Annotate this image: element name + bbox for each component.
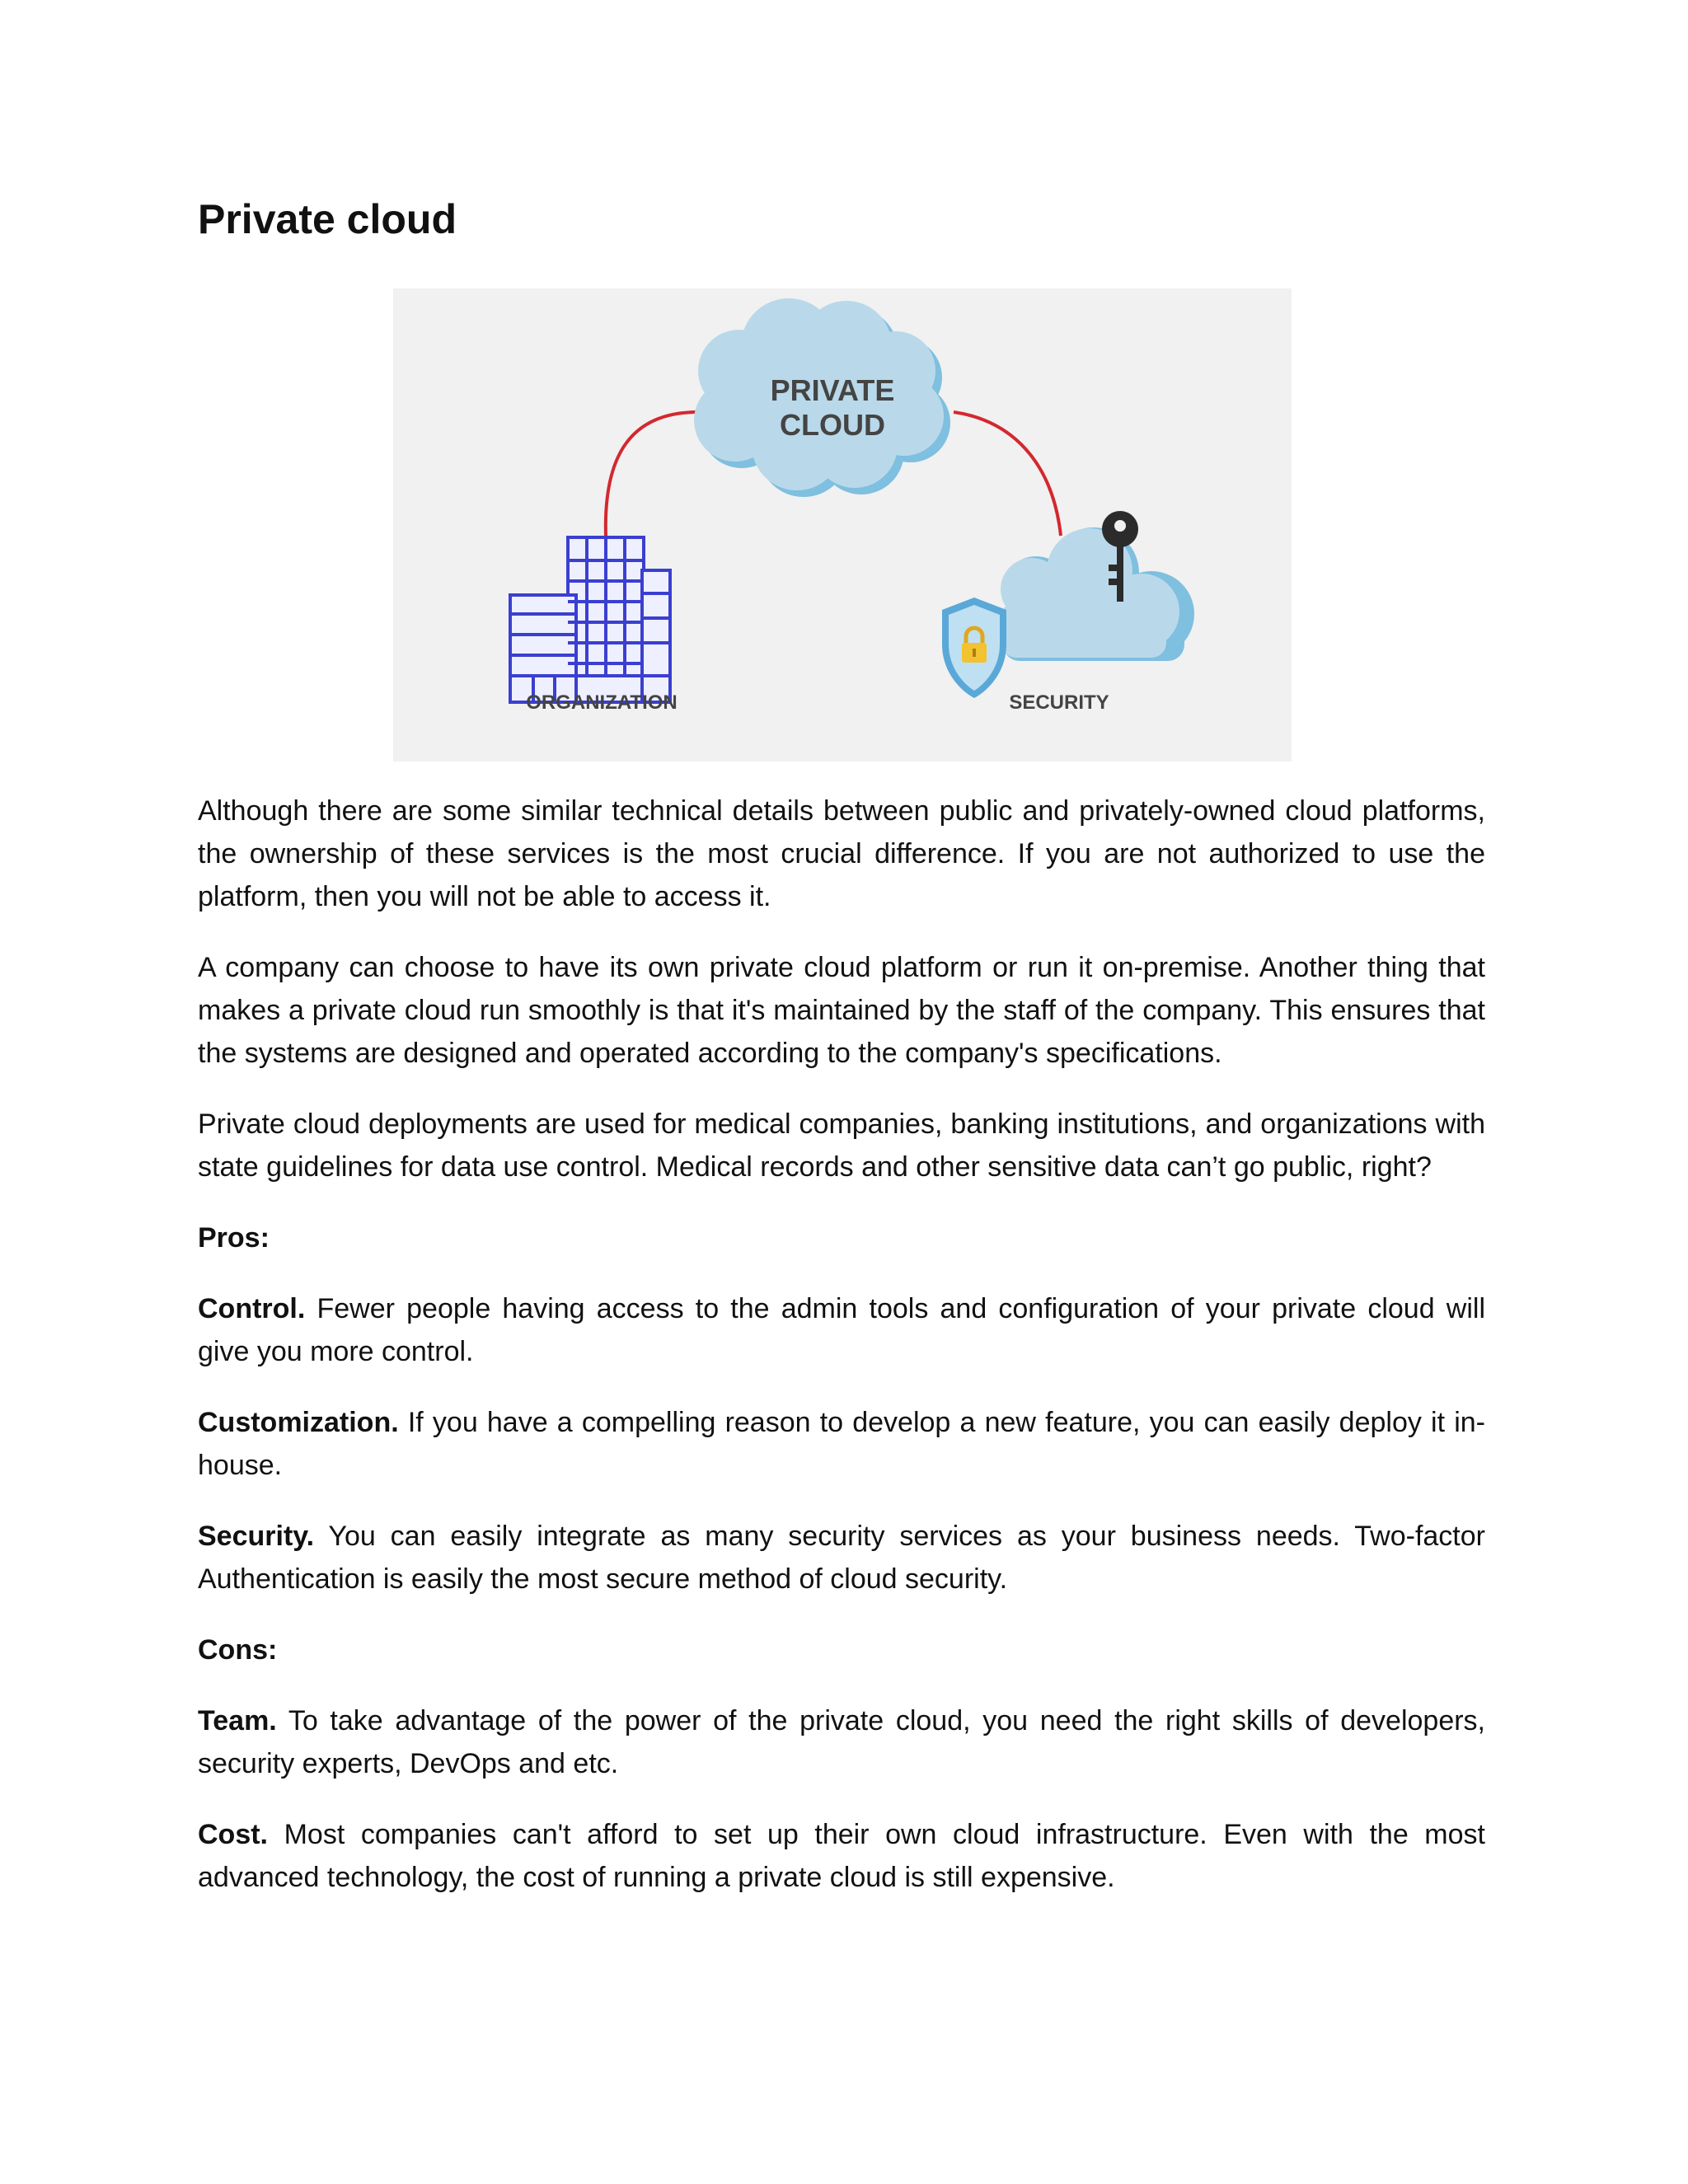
paragraph-intro: Although there are some similar technical details between public and privately-owned cloud platforms, the ownership of these services is the most crucial difference. If you are not authorized to use the platform, then you will not be able to access it.	[198, 795, 1485, 912]
paragraph-deployments: Private cloud deployments are used for medical companies, banking institutions, and organizations with state guidelines for data use control. Medical records and other sensitive data can’t go public, right?	[198, 1108, 1485, 1183]
article-body	[198, 790, 1485, 1927]
security-label: SECURITY	[1009, 691, 1109, 714]
cloud-label-line2: CLOUD	[780, 408, 885, 442]
building-icon	[510, 537, 670, 702]
organization-label: ORGANIZATION	[526, 691, 678, 714]
cloud-label-line1: PRIVATE	[770, 373, 895, 407]
diagram-svg	[393, 288, 1292, 762]
connector-right	[954, 412, 1061, 536]
connector-left	[606, 412, 698, 536]
con-team: Team. To take advantage of the power of the private cloud, you need the right skills of developers, security experts, DevOps and etc.	[198, 1705, 1485, 1779]
con-cost: Cost. Most companies can't afford to set up their own cloud infrastructure. Even with the most advanced technology, the cost of running a private cloud is still expensive.	[198, 1819, 1485, 1893]
page-title: Private cloud	[198, 196, 457, 242]
security-cloud-icon	[1001, 527, 1194, 661]
pro-control: Control. Fewer people having access to the admin tools and configuration of your private cloud will give you more control.	[198, 1293, 1485, 1367]
private-cloud-diagram	[393, 288, 1292, 762]
pros-heading: Pros:	[198, 1222, 270, 1254]
pro-security: Security. You can easily integrate as many security services as your business needs. Two-factor Authentication is easily the most secure method of cloud security.	[198, 1521, 1485, 1595]
pro-customization: Customization. If you have a compelling reason to develop a new feature, you can easily deploy it in-house.	[198, 1407, 1485, 1481]
cons-heading: Cons:	[198, 1634, 278, 1666]
shield-lock-icon	[942, 598, 1006, 698]
paragraph-company: A company can choose to have its own private cloud platform or run it on-premise. Another thing that makes a private cloud run smoothly is that it's maintained by the staff of the company. This ensures that the systems are designed and operated according to the company's specifications.	[198, 952, 1485, 1069]
